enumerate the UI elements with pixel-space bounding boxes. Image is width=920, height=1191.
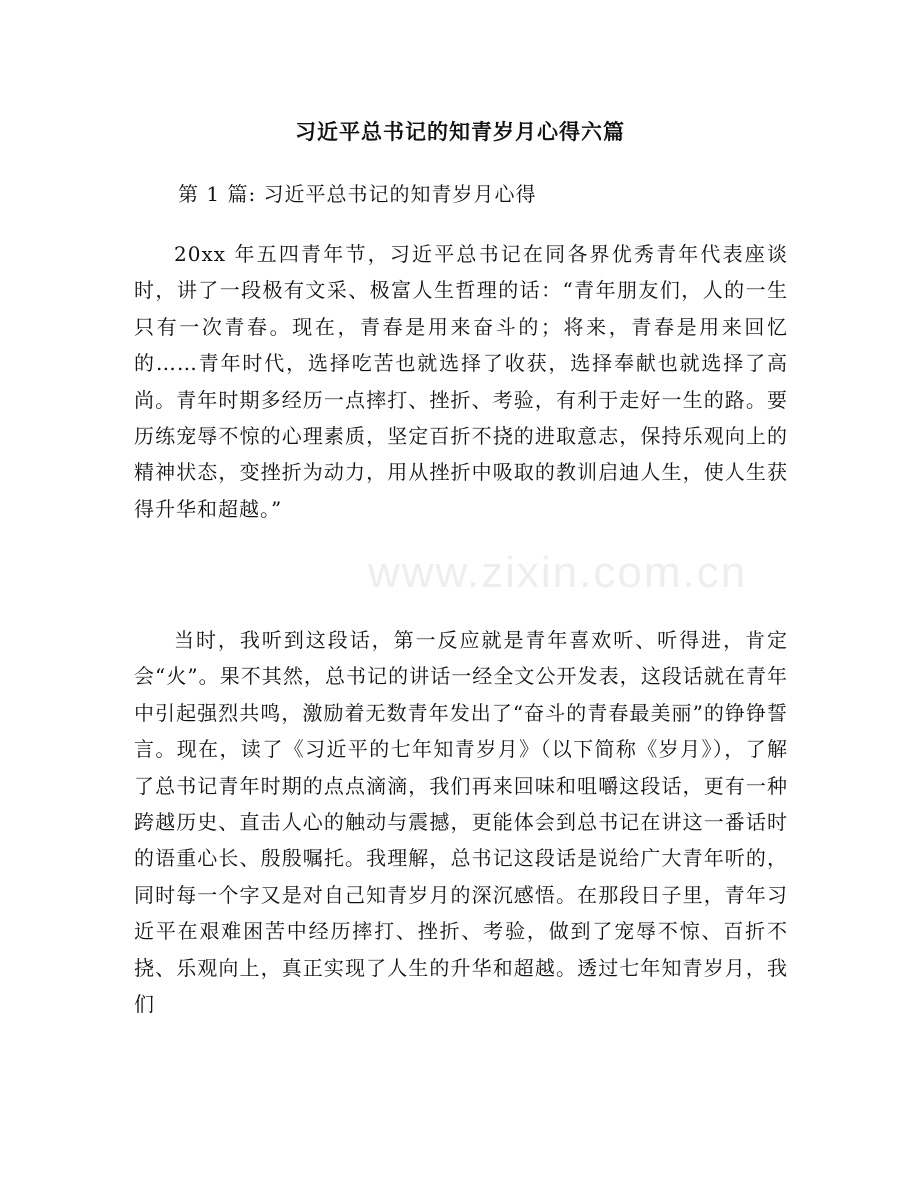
document-title: 习近平总书记的知青岁月心得六篇: [295, 120, 625, 144]
paragraph-1: 20xx 年五四青年节，习近平总书记在同各界优秀青年代表座谈时，讲了一段极有文采、极富人生哲理的话：“青年朋友们，人的一生只有一次青春。现在，青春是用来奋斗的；将来，青春是用来回忆的……青年时代，选择吃苦也就选择了收获，选择奉献也就选择了高尚。青年时期多经历一点摔打、挫折、考验，有利于走好一生的路。要历练宠辱不惊的心理素质，坚定百折不挠的进取意志，保持乐观向上的精神状态，变挫折为动力，用从挫折中吸取的教训启迪人生，使人生获得升华和超越。”: [134, 242, 788, 521]
watermark: www.zixin.com.cn: [368, 548, 748, 597]
section-heading: 第 1 篇: 习近平总书记的知青岁月心得: [178, 182, 537, 206]
paragraph-2: 当时，我听到这段话，第一反应就是青年喜欢听、听得进，肯定会“火”。果不其然，总书记的讲话一经全文公开发表，这段话就在青年中引起强烈共鸣，激励着无数青年发出了“奋斗的青春最美丽”的铮铮誓言。现在，读了《习近平的七年知青岁月》（以下简称《岁月》），了解了总书记青年时期的点点滴滴，我们再来回味和咀嚼这段话，更有一种跨越历史、直击人心的触动与震撼，更能体会到总书记在讲这一番话时的语重心长、殷殷嘱托。我理解，总书记这段话是说给广大青年听的，同时每一个字又是对自己知青岁月的深沉感悟。在那段日子里，青年习近平在艰难困苦中经历摔打、挫折、考验，做到了宠辱不惊、百折不挠、乐观向上，真正实现了人生的升华和超越。透过七年知青岁月，我们: [134, 628, 788, 1017]
